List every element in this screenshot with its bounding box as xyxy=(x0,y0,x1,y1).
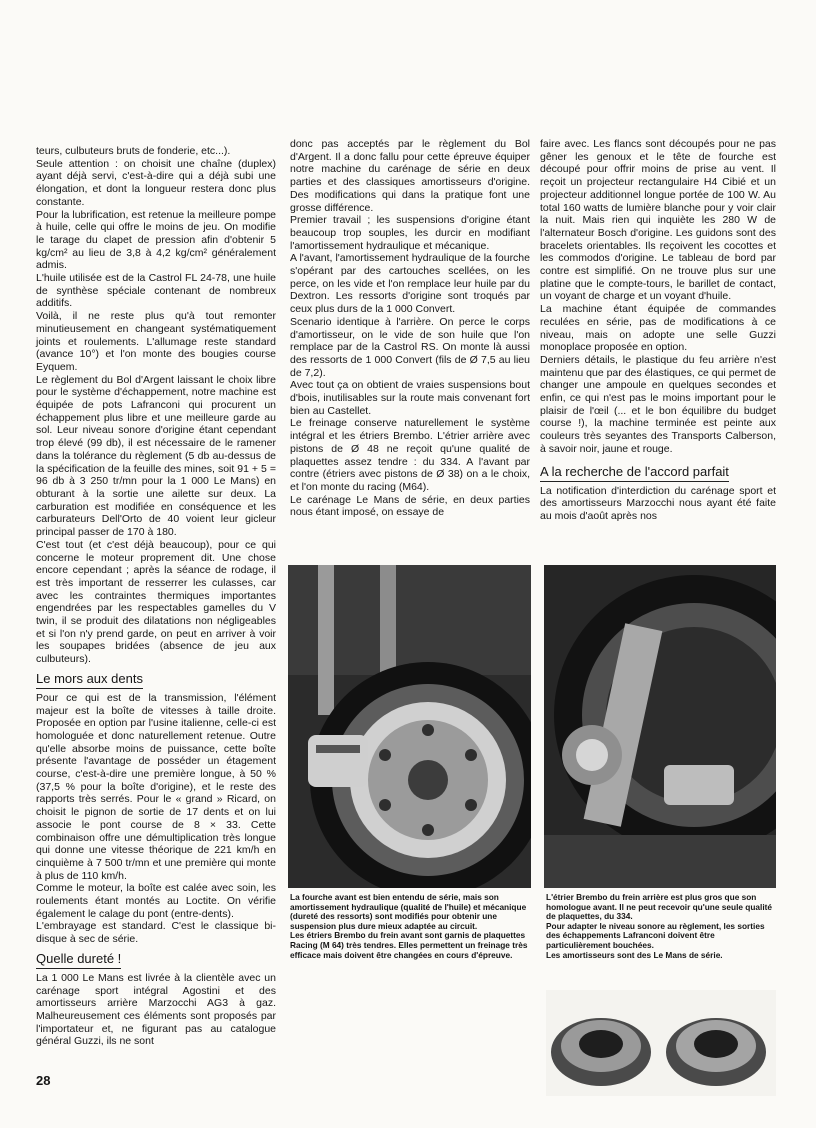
paragraph: L'embrayage est standard. C'est le classique bi-disque à sec de série. xyxy=(36,920,276,946)
paragraph: Derniers détails, le plastique du feu arrière n'est maintenu que par des élastiques, ce qui permet de changer une ampoule en quelques secondes et enfin, ce qui n'est pas le moins important pour le plaisir de l'œil (... et le bon équilibre du budget course !), la machine terminée est peinte aux couleurs très seyantes des Transports Calberson, à savoir noir, jaune et rouge. xyxy=(540,353,776,455)
exhaust-flanges-photo xyxy=(546,990,776,1096)
paragraph: La 1 000 Le Mans est livrée à la clientèle avec un carénage sport intégral Agostini et des amortisseurs arrière Marzocchi AG3 à gaz. Malheureusement ces éléments sont proposés par l'importateur et, ne figurant pas au catalogue général Guzzi, ils ne sont xyxy=(36,971,276,1048)
article-column-2 xyxy=(290,138,530,519)
paragraph: Comme le moteur, la boîte est calée avec soin, les roulements étant montés au Loctite. On vérifie également le calage du pont (entre-dents). xyxy=(36,882,276,920)
caption-line: Les amortisseurs sont des Le Mans de série. xyxy=(546,949,723,960)
paragraph: Scenario identique à l'arrière. On perce le corps d'amortisseur, on le vide de son huile que l'on remplace par de la Castrol RS. On monte là aussi des ressorts de 1 000 Convert (fils de Ø 7,5 au lieu de 7,2). xyxy=(290,315,530,379)
paragraph: Pour la lubrification, est retenue la meilleure pompe à huile, celle qui offre le moins de jeu. On modifie le tarage du clapet de pression afin d'obtenir 5 kg/cm² au lieu de 3,8 à 4,2 kg/cm² généralement admis. xyxy=(36,208,276,272)
paragraph: Le carénage Le Mans de série, en deux parties nous étant imposé, on essaye de xyxy=(290,493,530,519)
section-heading-quelle-durete: Quelle dureté ! xyxy=(36,951,121,969)
caption-rear-brake xyxy=(546,893,776,960)
paragraph: Pour ce qui est de la transmission, l'élément majeur est la boîte de vitesses à taille droite. Proposée en option par l'usine italienne, celle-ci est homologuée et donc naturellement retenue. Outre qu'elle absorbe moins de puissance, cette boîte présente l'avantage de posséder un étagement course, c'est-à-dire une première longue, à 50 % (37,5 % pour la boîte d'origine), et le reste des rapports très serrés. Pour le « grand » Ricard, on choisit le pignon de sortie de 17 dents et on lui associe le pont course de 8 × 33. Cette combinaison offre une démultiplication très longue qui donne une vitesse théorique de 221 km/h en cinquième à 7 500 tr/mn et une première qui monte à plus de 110 km/h. xyxy=(36,691,276,882)
caption-front-fork xyxy=(290,893,530,960)
paragraph: A l'avant, l'amortissement hydraulique de la fourche s'opérant par des cartouches scellées, on les perce, on les vide et l'on remplace leur huile par du Dextron. Les ressorts d'origine sont troqués par ceux plus durs de la 1 000 Convert. xyxy=(290,252,530,316)
paragraph: Voilà, il ne reste plus qu'à tout remonter minutieusement en changeant systématiquement joints et roulements. L'allumage reste standard (avance 10°) et l'on monte des bougies course Eyquem. xyxy=(36,310,276,373)
caption-line: Pour adapter le niveau sonore au règlement, les sorties des échappements Lafranconi doivent être particulièrement bouchées. xyxy=(546,920,765,950)
caption-line: Les étriers Brembo du frein avant sont garnis de plaquettes Racing (M 64) très tendres. Elles permettent un freinage très efficace mais doivent être changées en cours d'épreuve. xyxy=(290,930,528,960)
section-heading-accord-parfait: A la recherche de l'accord parfait xyxy=(540,464,729,482)
exhaust-flanges-illustration xyxy=(546,990,776,1096)
caption-line: La fourche avant est bien entendu de série, mais son amortissement hydraulique (qualité de l'huile) et mécanique (dureté des ressorts) sont modifiés pour obtenir une suspension plus dure mieux adaptée au circuit. xyxy=(290,892,527,931)
paragraph: L'huile utilisée est de la Castrol FL 24-78, une huile de synthèse spéciale contenant de nombreux additifs. xyxy=(36,272,276,310)
paragraph: La machine étant équipée de commandes reculées en série, pas de modifications à ce niveau, mais on adopte une selle Guzzi monoplace proposée en option. xyxy=(540,303,776,354)
paragraph: teurs, culbuteurs bruts de fonderie, etc...). xyxy=(36,145,231,157)
paragraph: C'est tout (et c'est déjà beaucoup), pour ce qui concerne le moteur proprement dit. Une chose encore cependant ; après la séance de rodage, il est très important de resserrer les culasses, car avec les contraintes thermiques importantes engendrées par les respectables gamelles du V twin, il se produit des dilatations non négligeables et si l'on n'y prend garde, on peut en arriver à voir les soupapes bridées (absence de jeu aux culbuteurs). xyxy=(36,538,276,666)
front-wheel-photo xyxy=(288,565,531,888)
rear-wheel-photo xyxy=(544,565,776,888)
caption-line: L'étrier Brembo du frein arrière est plus gros que son homologue avant. Il ne peut recevoir qu'une seule qualité de plaquettes, du 334. xyxy=(546,892,773,922)
front-wheel-illustration xyxy=(288,565,531,888)
article-column-1 xyxy=(36,145,276,1048)
paragraph: La notification d'interdiction du carénage sport et des amortisseurs Marzocchi nous ayant été faite au mois d'août après nos xyxy=(540,484,776,522)
paragraph: Seule attention : on choisit une chaîne (duplex) ayant déjà servi, c'est-à-dire qui a déjà subi une élongation, et dont la longueur restera donc plus constante. xyxy=(36,157,276,208)
paragraph: Le règlement du Bol d'Argent laissant le choix libre pour le système d'échappement, notre machine est équipée de pots Lafranconi qui procurent un échappement plus libre et une meilleure garde au sol. Leur niveau sonore d'origine étant cependant trop élevé (99 db), il est nécessaire de le ramener dans la tolérance du règlement (5 db au-dessus de la spécification de la feuille des mines, soit 91 + 5 = 96 db à 3 250 tr/mn pour la 1 000 Le Mans) en obturant à la sortie une ailette sur deux. La carburation est modifiée en conséquence et les carburateurs Dell'Orto de 40 voient leur gicleur principal passer de 170 à 180. xyxy=(36,373,276,539)
paragraph: Le freinage conserve naturellement le système intégral et les étriers Brembo. L'étrier arrière avec pistons de Ø 48 ne reçoit qu'une qualité de plaquettes assez tendre : du 334. A l'avant par contre (étriers avec pistons de Ø 38) on a le choix, et l'on monte du racing (M64). xyxy=(290,417,530,493)
page-number: 28 xyxy=(36,1073,51,1088)
paragraph: Premier travail ; les suspensions d'origine étant beaucoup trop souples, les durcir en modifiant l'amortissement hydraulique et mécanique. xyxy=(290,214,530,252)
article-column-3 xyxy=(540,138,776,523)
paragraph: donc pas acceptés par le règlement du Bol d'Argent. Il a donc fallu pour cette épreuve équiper notre machine du carénage de série en deux parties et des classiques amortisseurs d'origine. Des modifications qui dans la pratique font une grosse différence. xyxy=(290,138,530,214)
paragraph: Avec tout ça on obtient de vraies suspensions bout d'bois, inutilisables sur la route mais convenant fort bien au Castellet. xyxy=(290,379,530,417)
rear-wheel-illustration xyxy=(544,565,776,888)
section-heading-mors-aux-dents: Le mors aux dents xyxy=(36,671,143,689)
paragraph: faire avec. Les flancs sont découpés pour ne pas gêner les genoux et le tête de fourche est découpé pour offrir moins de prise au vent. Il reçoit un projecteur rectangulaire H4 Cibié et un projecteur additionnel longue portée de 100 W. Au total 160 watts de lumière blanche pour y voir clair la nuit. Mais rien qui inquiète les 280 W de l'alternateur Bosch d'origine. Les guidons sont des bracelets orientables. Ils reçoivent les cocottes et les commodos d'origine. Le tableau de bord par contre est simplifié. On ne trouve plus sur une platine que le compte-tours, le barillet de contact, un voyant de charge et un voyant d'huile. xyxy=(540,138,776,303)
